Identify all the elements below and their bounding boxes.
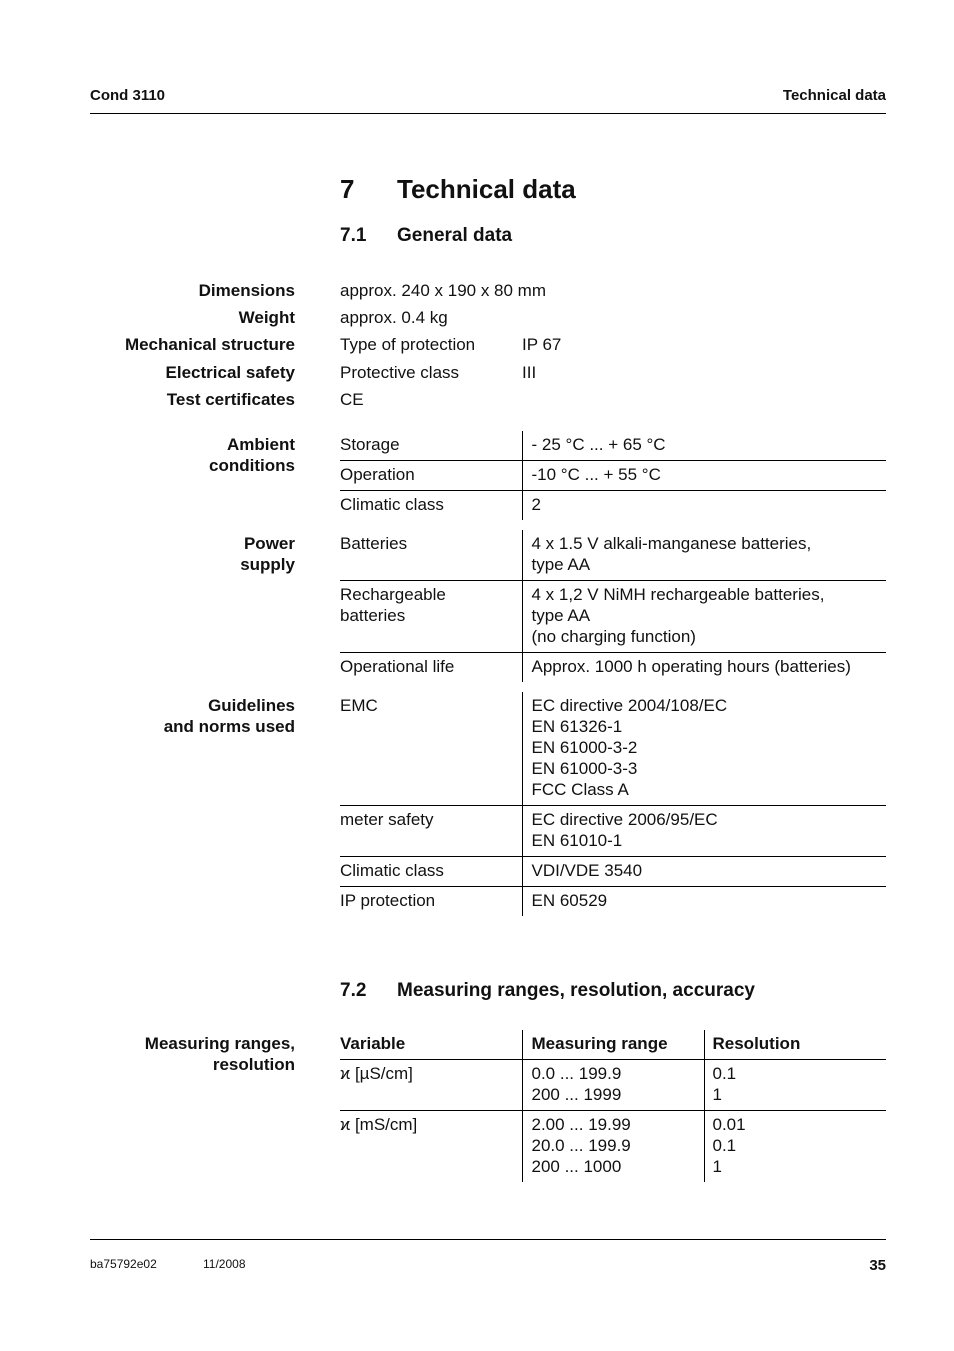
power-key: Operational life [340,653,522,683]
value-line: EC directive 2006/95/EC [531,810,718,829]
table-row [340,491,886,521]
guidelines-label-line1: Guidelines [208,696,295,715]
value-line: EN 61326-1 [531,717,623,736]
table-header-row [340,1030,886,1060]
ranges-label-line2: resolution [212,1055,295,1074]
ranges-table [340,1030,886,1182]
guideline-value: VDI/VDE 3540 [522,857,886,887]
table-row [340,653,886,683]
guidelines-label [90,695,295,737]
header-section-title: Technical data [782,87,886,104]
chapter-number: 7 [340,174,355,204]
value-line: type AA [531,555,591,574]
ambient-label [90,434,295,476]
mechanical-key: Type of protection [340,335,476,354]
ranges-label [90,1033,295,1075]
chapter-title: Technical data [397,174,576,204]
guideline-value: EN 60529 [522,887,886,917]
section-title: General data [397,225,513,246]
table-row [340,806,886,857]
dimensions-label: Dimensions [198,281,295,300]
guideline-key: meter safety [340,806,522,857]
value-line: 0.01 [712,1115,746,1134]
resolution-cell [704,1060,886,1111]
power-key [340,581,522,653]
value-line: 1 [712,1085,722,1104]
footer-doc-id: ba75792e02 [90,1257,157,1271]
guideline-key: IP protection [340,887,522,917]
table-row [340,431,886,461]
value-line: EC directive 2004/108/EC [531,696,728,715]
power-value [522,530,886,581]
power-value [522,581,886,653]
table-row [340,857,886,887]
ambient-label-line2: conditions [209,456,295,475]
power-value: Approx. 1000 h operating hours (batteries) [522,653,886,683]
value-line: EN 61010-1 [531,831,623,850]
power-label-line2: supply [240,555,295,574]
table-row [340,1060,886,1111]
value-line: 200 ... 1000 [531,1157,622,1176]
table-row [340,887,886,917]
ambient-key: Operation [340,461,522,491]
electrical-value: III [522,363,537,382]
ambient-value: - 25 °C ... + 65 °C [522,431,886,461]
ranges-label-line1: Measuring ranges, [144,1034,295,1053]
weight-label: Weight [238,308,295,327]
range-cell [522,1060,704,1111]
value-line: 0.1 [712,1064,737,1083]
value-line: FCC Class A [531,780,629,799]
value-line: 2.00 ... 19.99 [531,1115,631,1134]
resolution-cell [704,1111,886,1183]
mechanical-label: Mechanical structure [124,335,295,354]
column-header-variable: Variable [340,1034,406,1053]
electrical-key: Protective class [340,363,460,382]
guideline-value [522,692,886,806]
value-line: 200 ... 1999 [531,1085,622,1104]
table-row [340,581,886,653]
value-line: 20.0 ... 199.9 [531,1136,631,1155]
value-line: (no charging function) [531,627,696,646]
ambient-table [340,431,886,520]
mechanical-value: IP 67 [522,335,562,354]
guideline-key: Climatic class [340,857,522,887]
power-label-line1: Power [243,534,295,553]
table-row [340,692,886,806]
ambient-key: Climatic class [340,491,522,521]
column-header-range: Measuring range [522,1030,704,1060]
guideline-key: EMC [340,696,378,715]
key-line: Rechargeable [340,585,446,604]
section2-title: Measuring ranges, resolution, accuracy [397,980,755,1001]
header-doc-title: Cond 3110 [90,87,166,104]
ambient-key: Storage [340,435,400,454]
ambient-value: 2 [522,491,886,521]
guidelines-table [340,692,886,916]
variable-cell: ϰ [mS/cm] [340,1111,522,1183]
ambient-value: -10 °C ... + 55 °C [522,461,886,491]
table-row [340,461,886,491]
dimensions-value: approx. 240 x 190 x 80 mm [340,281,547,300]
guideline-value [522,806,886,857]
variable-cell: ϰ [µS/cm] [340,1060,522,1111]
column-header-resolution: Resolution [704,1030,886,1060]
key-line: batteries [340,606,406,625]
electrical-label: Electrical safety [165,363,295,382]
table-row [340,1111,886,1183]
value-line: 0.1 [712,1136,737,1155]
value-line: 1 [712,1157,722,1176]
footer-date: 11/2008 [203,1257,246,1271]
value-line: 0.0 ... 199.9 [531,1064,622,1083]
value-line: EN 61000-3-3 [531,759,638,778]
power-label [90,533,295,575]
power-table [340,530,886,682]
page-number: 35 [869,1257,886,1274]
certificates-label: Test certificates [166,390,295,409]
range-cell [522,1111,704,1183]
value-line: type AA [531,606,591,625]
certificates-value: CE [340,390,364,409]
power-key: Batteries [340,534,408,553]
header-rule [90,113,886,114]
table-row [340,530,886,581]
footer-rule [90,1239,886,1240]
ambient-label-line1: Ambient [227,435,295,454]
value-line: 4 x 1.5 V alkali-manganese batteries, [531,534,812,553]
value-line: EN 61000-3-2 [531,738,638,757]
guidelines-label-line2: and norms used [163,717,295,736]
section-number: 7.1 [340,225,367,246]
section2-number: 7.2 [340,980,367,1001]
weight-value: approx. 0.4 kg [340,308,448,327]
value-line: 4 x 1,2 V NiMH rechargeable batteries, [531,585,825,604]
